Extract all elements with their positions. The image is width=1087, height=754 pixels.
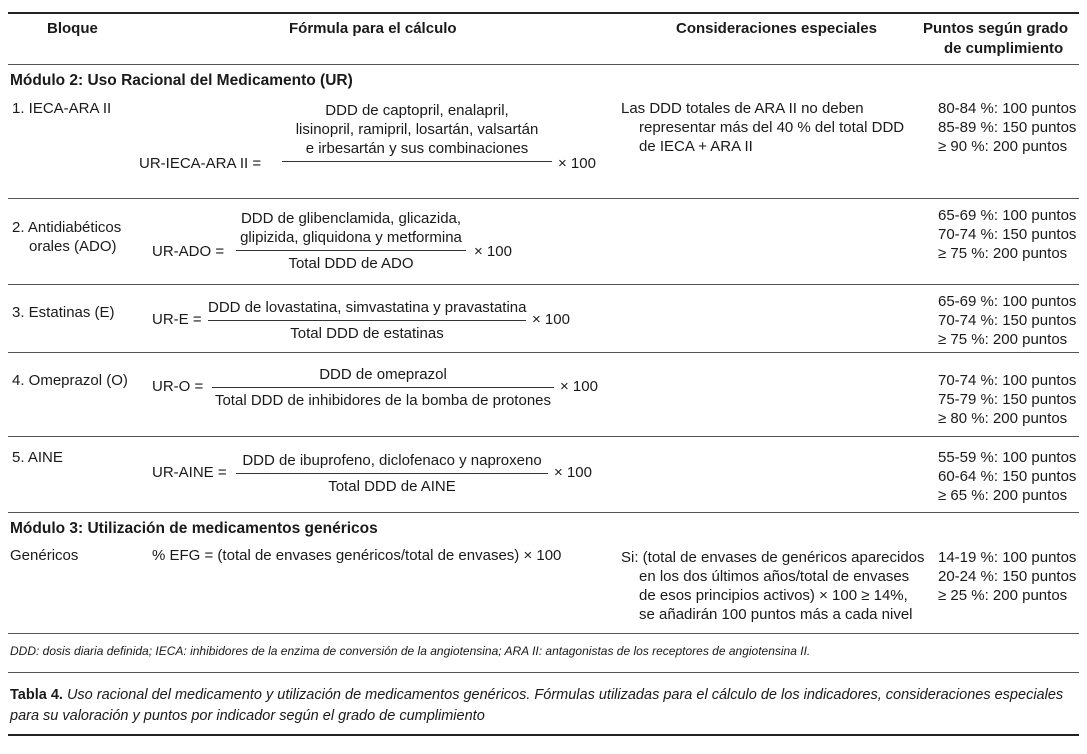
consideration-line: de IECA + ARA II: [639, 138, 753, 155]
caption-label: Tabla 4.: [10, 687, 63, 703]
consideration-line: Las DDD totales de ARA II no deben: [621, 100, 864, 117]
points-line: ≥ 25 %: 200 puntos: [938, 587, 1068, 604]
formula-lhs-ieca: UR-IECA-ARA II =: [139, 155, 262, 172]
row-divider: [8, 436, 1079, 437]
consideration-line: representar más del 40 % del total DDD: [639, 119, 905, 136]
points-line: 80-84 %: 100 puntos: [938, 100, 1077, 117]
points-omeprazol: [938, 371, 1076, 428]
table-caption: [10, 685, 1080, 727]
consideration-line: Si: (total de envases de genéricos aparecidos: [621, 549, 925, 566]
points-line: 60-64 %: 150 puntos: [938, 468, 1077, 485]
fraction-bar: [236, 473, 548, 474]
fraction-omeprazol: [212, 365, 554, 410]
row-label-ieca: 1. IECA-ARA II: [12, 100, 112, 117]
multiplier-ieca: × 100: [558, 155, 596, 172]
row-label-line: 2. Antidiabéticos: [12, 219, 122, 236]
fraction-bar: [236, 250, 466, 251]
multiplier-aine: × 100: [554, 464, 592, 481]
numerator-line: DDD de lovastatina, simvastatina y pravastatina: [208, 299, 527, 316]
numerator-line: DDD de glibenclamida, glicazida,: [240, 210, 462, 227]
consideration-line: en los dos últimos años/total de envases: [639, 568, 910, 585]
fraction-aine: [236, 451, 548, 496]
module-2-title: Módulo 2: Uso Racional del Medicamento (UR): [10, 72, 353, 89]
row-divider: [8, 198, 1079, 199]
fraction-bar: [208, 320, 526, 321]
points-line: 85-89 %: 150 puntos: [938, 119, 1077, 136]
points-line: ≥ 75 %: 200 puntos: [938, 245, 1068, 262]
row-divider: [8, 512, 1079, 513]
formula-lhs-ado: UR-ADO =: [152, 243, 225, 260]
consideration-line: de esos principios activos) × 100 ≥ 14%,: [639, 587, 908, 604]
row-label-omeprazol: 4. Omeprazol (O): [12, 372, 128, 389]
caption-line: para su valoración y puntos por indicador según el grado de cumplimiento: [10, 708, 485, 724]
fraction-bar: [282, 161, 552, 162]
footnote-rule: [8, 672, 1079, 673]
points-line: 65-69 %: 100 puntos: [938, 207, 1077, 224]
denominator: Total DDD de inhibidores de la bomba de protones: [214, 392, 552, 409]
caption-line: Uso racional del medicamento y utilización de medicamentos genéricos. Fórmulas utilizadas para el cálculo de los indicadores, consideraciones especiales: [66, 687, 1064, 703]
numerator-line: DDD de omeprazol: [319, 366, 447, 383]
header-rule: [8, 64, 1079, 65]
multiplier-omeprazol: × 100: [560, 378, 598, 395]
fraction-ado: [236, 209, 466, 273]
points-ieca: [938, 99, 1076, 156]
multiplier-estatinas: × 100: [532, 311, 570, 328]
points-line: ≥ 80 %: 200 puntos: [938, 410, 1068, 427]
denominator: Total DDD de ADO: [288, 255, 414, 272]
points-line: ≥ 90 %: 200 puntos: [938, 138, 1068, 155]
points-line: 70-74 %: 150 puntos: [938, 312, 1077, 329]
top-rule: [8, 12, 1079, 14]
points-line: 70-74 %: 150 puntos: [938, 226, 1077, 243]
row-label-aine: 5. AINE: [12, 449, 63, 466]
considerations-ieca: [621, 99, 904, 156]
points-line: 14-19 %: 100 puntos: [938, 549, 1077, 566]
header-bloque: Bloque: [47, 20, 98, 37]
formula-lhs-estatinas: UR-E =: [152, 311, 202, 328]
formula-genericos: % EFG = (total de envases genéricos/total de envases) × 100: [152, 547, 562, 564]
fraction-bar: [212, 387, 554, 388]
row-divider: [8, 284, 1079, 285]
row-label-line: orales (ADO): [29, 238, 117, 255]
table-bottom-rule: [8, 633, 1079, 634]
header-puntos-2: de cumplimiento: [944, 40, 1064, 57]
numerator-line: e irbesartán y sus combinaciones: [305, 140, 529, 157]
points-line: 70-74 %: 100 puntos: [938, 372, 1077, 389]
points-aine: [938, 448, 1076, 505]
points-line: ≥ 65 %: 200 puntos: [938, 487, 1068, 504]
points-line: ≥ 75 %: 200 puntos: [938, 331, 1068, 348]
points-line: 20-24 %: 150 puntos: [938, 568, 1077, 585]
points-line: 55-59 %: 100 puntos: [938, 449, 1077, 466]
multiplier-ado: × 100: [474, 243, 512, 260]
numerator-line: DDD de captopril, enalapril,: [325, 102, 509, 119]
header-formula: Fórmula para el cálculo: [289, 20, 457, 37]
row-label-genericos: Genéricos: [10, 547, 79, 564]
row-label-estatinas: 3. Estatinas (E): [12, 304, 115, 321]
footnote: DDD: dosis diaria definida; IECA: inhibidores de la enzima de conversión de la angiotensina; ARA II: antagonistas de los receptores de angiotensina II.: [10, 644, 811, 658]
module-3-title: Módulo 3: Utilización de medicamentos genéricos: [10, 520, 378, 537]
points-line: 75-79 %: 150 puntos: [938, 391, 1077, 408]
row-divider: [8, 352, 1079, 353]
row-label-ado: [12, 218, 121, 256]
points-estatinas: [938, 292, 1076, 349]
consideration-line: se añadirán 100 puntos más a cada nivel: [639, 606, 913, 623]
considerations-genericos: [621, 548, 925, 624]
numerator-line: DDD de ibuprofeno, diclofenaco y naproxeno: [242, 452, 542, 469]
numerator-line: lisinopril, ramipril, losartán, valsartán: [295, 121, 539, 138]
formula-lhs-omeprazol: UR-O =: [152, 378, 204, 395]
denominator: Total DDD de AINE: [328, 478, 456, 495]
numerator-line: glipizida, gliquidona y metformina: [240, 229, 462, 246]
points-genericos: [938, 548, 1076, 605]
points-ado: [938, 206, 1076, 263]
bottom-rule: [8, 734, 1079, 736]
fraction-ieca: [282, 101, 552, 162]
header-puntos-1: Puntos según grado: [923, 20, 1069, 37]
formula-lhs-aine: UR-AINE =: [152, 464, 227, 481]
points-line: 65-69 %: 100 puntos: [938, 293, 1077, 310]
denominator: Total DDD de estatinas: [290, 325, 444, 342]
fraction-estatinas: [208, 298, 526, 343]
header-consideraciones: Consideraciones especiales: [676, 20, 877, 37]
